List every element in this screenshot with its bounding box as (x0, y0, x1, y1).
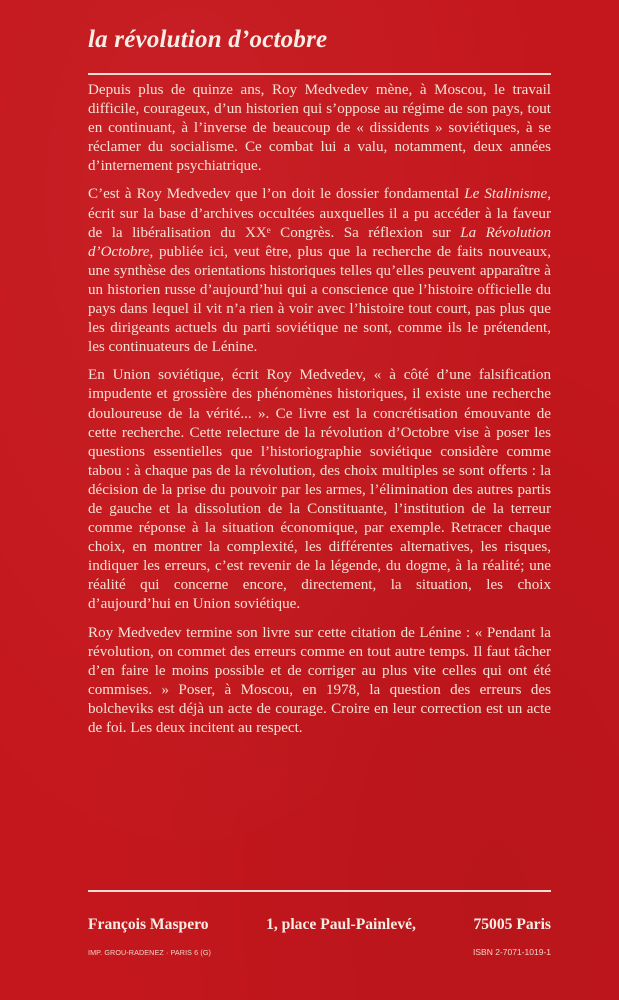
bottom-divider (88, 890, 551, 892)
publisher-address: 1, place Paul-Painlevé, (266, 916, 416, 933)
blurb-paragraph (88, 366, 551, 614)
blurb-paragraph (88, 81, 551, 176)
blurb-text (88, 81, 551, 747)
top-divider (88, 73, 551, 75)
blurb-text-run: , publiée ici, veut être, plus que la recherche de faits nouveaux, une synthèse des orientations historiques telles qu’elles peuvent apparaître à un historien russe d’aujourd’hui qui a conscience que l’histoire officielle du pays dans lequel il vit n’a rien à voir avec l’histoire tout court, pas plus que les dirigeants actuels du parti soviétique ne sont, comme ils le prétendent, les continuateurs de Lénine. (88, 243, 551, 356)
printer-imprint: IMP. GROU-RADENEZ · PARIS 6 (G) (88, 948, 212, 957)
book-title-italic: La Révolution d’Octobre (88, 224, 552, 260)
publisher-line (88, 916, 551, 934)
blurb-text-run: En Union soviétique, écrit Roy Medvedev, « à côté d’une falsification impudente et grossière des phénomènes historiques, il existe une recherche douloureuse de la vérité... ». Ce livre est la concrétisation émouvante de cette recherche. Cette relecture de la révolution d’Octobre vise à poser les questions essentielles que l’historiographie soviétique considère comme tabou : à chaque pas de la révolution, des choix multiples se sont offerts : la décision de la prise du pouvoir par les armes, l’élimination des autres partis de gauche et la dissolution de la Constituante, l’institution de la terreur comme réponse à la situation économique, par exemple. Retracer chaque choix, en montrer la complexité, les différentes alternatives, les risques, indiquer les erreurs, c’est revenir de la légende, du dogme, à la réalité; une réalité qui concerne encore, directement, la situation, les choix d’aujourd’hui en Union soviétique. (88, 367, 551, 613)
publisher-city: 75005 Paris (473, 916, 551, 933)
blurb-paragraph (88, 185, 551, 357)
blurb-text-run: , écrit sur la base d’archives occultées auxquelles il a pu accéder à la faveur de la libéralisation du XXᵉ Congrès. Sa réflexion sur (88, 186, 551, 241)
blurb-text-run: Roy Medvedev termine son livre sur cette citation de Lénine : « Pendant la révolution, on commet des erreurs comme en tout autre temps. Il faut tâcher d’en faire le moins possible et de corriger au plus vite celles qui ont été commises. » Poser, à Moscou, en 1978, la question des erreurs des bolcheviks est déjà un acte de courage. Croire en leur correction est un acte de foi. Les deux incitent au respect. (88, 624, 551, 736)
blurb-text-run: Depuis plus de quinze ans, Roy Medvedev mène, à Moscou, le travail difficile, courageux, d’un historien qui s’oppose au régime de son pays, tout en continuant, à l’inverse de beaucoup de « dissidents » soviétiques, à se réclamer du socialisme. Ce combat lui a valu, notamment, deux années d’internement psychiatrique. (88, 82, 551, 175)
blurb-text-run: C’est à Roy Medvedev que l’on doit le dossier fondamental (88, 186, 465, 203)
isbn-number: ISBN 2-7071-1019-1 (473, 947, 551, 957)
blurb-paragraph (88, 624, 551, 739)
book-title-italic: Le Stalinisme (464, 186, 548, 203)
publisher-name: François Maspero (88, 916, 209, 933)
cover-title: la révolution d’octobre (88, 26, 328, 53)
